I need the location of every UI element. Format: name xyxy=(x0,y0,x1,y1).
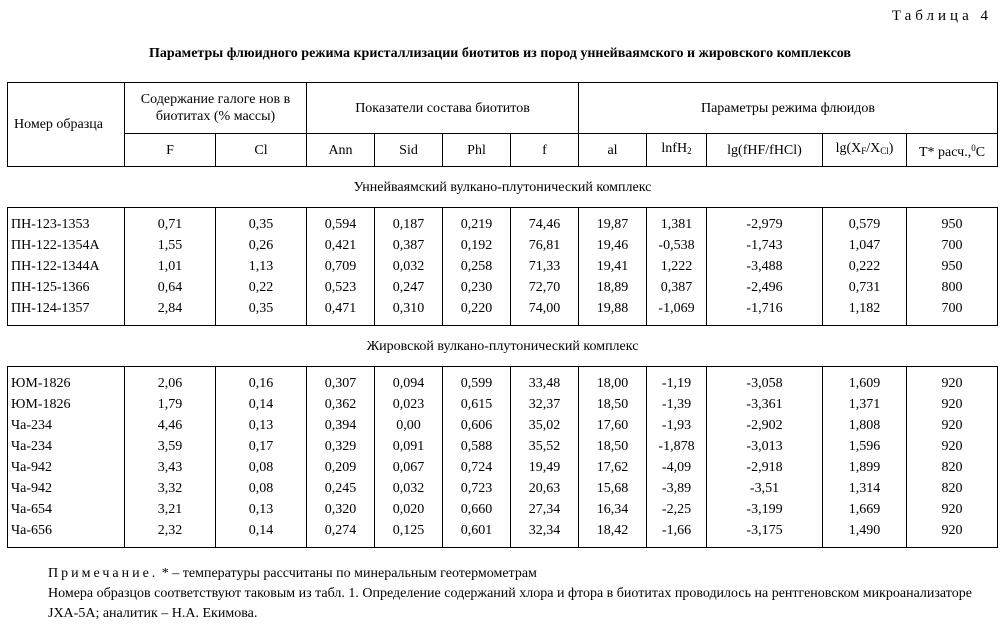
section-zhirov xyxy=(8,326,998,367)
value-cell: 1,381 xyxy=(647,208,707,236)
header-lg-xf-xcl: $\lg(X_F/X_{Cl})$ xyxy=(823,134,907,167)
value-cell: 1,182 xyxy=(823,298,907,326)
value-cell: -3,199 xyxy=(707,499,823,520)
value-cell: 2,84 xyxy=(125,298,216,326)
value-cell: 0,247 xyxy=(375,277,443,298)
value-cell: 0,64 xyxy=(125,277,216,298)
table-row xyxy=(8,235,998,256)
table-number: Таблица 4 xyxy=(891,8,992,24)
value-cell: 0,023 xyxy=(375,394,443,415)
value-cell: 0,22 xyxy=(216,277,307,298)
value-cell: 1,371 xyxy=(823,394,907,415)
value-cell: 0,13 xyxy=(216,499,307,520)
value-cell: 0,230 xyxy=(443,277,511,298)
value-cell: -3,89 xyxy=(647,478,707,499)
value-cell: 1,314 xyxy=(823,478,907,499)
value-cell: 0,71 xyxy=(125,208,216,236)
value-cell: 19,46 xyxy=(579,235,647,256)
value-cell: 32,37 xyxy=(511,394,579,415)
table-row xyxy=(8,394,998,415)
value-cell: 0,606 xyxy=(443,415,511,436)
value-cell: 0,310 xyxy=(375,298,443,326)
header-halogens: Содержание галоге нов в биотитах (% массы) xyxy=(125,83,307,134)
value-cell: 0,421 xyxy=(307,235,375,256)
table-row xyxy=(8,478,998,499)
value-cell: -3,058 xyxy=(707,367,823,395)
value-cell: 0,599 xyxy=(443,367,511,395)
sample-id-cell: ЮМ-1826 xyxy=(8,367,125,395)
value-cell: 0,274 xyxy=(307,520,375,548)
value-cell: 33,48 xyxy=(511,367,579,395)
biotite-fluid-table xyxy=(7,82,998,548)
section-title: Уннейваямский вулкано-плутонический комплекс xyxy=(8,167,998,208)
table-row xyxy=(8,520,998,548)
value-cell: 27,34 xyxy=(511,499,579,520)
value-cell: 700 xyxy=(907,235,998,256)
sample-id-cell: ЮМ-1826 xyxy=(8,394,125,415)
value-cell: 0,14 xyxy=(216,394,307,415)
value-cell: 0,091 xyxy=(375,436,443,457)
value-cell: 0,362 xyxy=(307,394,375,415)
value-cell: 2,06 xyxy=(125,367,216,395)
value-cell: 1,808 xyxy=(823,415,907,436)
value-cell: 18,50 xyxy=(579,394,647,415)
value-cell: 0,329 xyxy=(307,436,375,457)
value-cell: 1,01 xyxy=(125,256,216,277)
value-cell: 1,899 xyxy=(823,457,907,478)
value-cell: -2,979 xyxy=(707,208,823,236)
value-cell: 1,222 xyxy=(647,256,707,277)
note-footnote: Примечание. * – температуры рассчитаны по минеральным геотермометрам xyxy=(48,566,537,581)
value-cell: 74,46 xyxy=(511,208,579,236)
value-cell: -1,878 xyxy=(647,436,707,457)
value-cell: 1,596 xyxy=(823,436,907,457)
table-row xyxy=(8,256,998,277)
header-Cl: Cl xyxy=(216,134,307,167)
value-cell: 0,16 xyxy=(216,367,307,395)
value-cell: 17,60 xyxy=(579,415,647,436)
value-cell: 700 xyxy=(907,298,998,326)
value-cell: 18,50 xyxy=(579,436,647,457)
value-cell: 920 xyxy=(907,520,998,548)
value-cell: -1,66 xyxy=(647,520,707,548)
value-cell: -3,51 xyxy=(707,478,823,499)
value-cell: -3,488 xyxy=(707,256,823,277)
value-cell: -2,496 xyxy=(707,277,823,298)
value-cell: 0,731 xyxy=(823,277,907,298)
value-cell: 0,709 xyxy=(307,256,375,277)
sample-id-cell: Ча-654 xyxy=(8,499,125,520)
value-cell: 0,660 xyxy=(443,499,511,520)
value-cell: 0,35 xyxy=(216,208,307,236)
value-cell: 0,222 xyxy=(823,256,907,277)
sample-id-cell: ПН-122-1354А xyxy=(8,235,125,256)
value-cell: 0,588 xyxy=(443,436,511,457)
table-row xyxy=(8,367,998,395)
header-temperature: T* расч.,$^0$С xyxy=(907,134,998,167)
value-cell: -0,538 xyxy=(647,235,707,256)
value-cell: 920 xyxy=(907,367,998,395)
value-cell: 3,59 xyxy=(125,436,216,457)
value-cell: -1,743 xyxy=(707,235,823,256)
value-cell: 71,33 xyxy=(511,256,579,277)
value-cell: 1,13 xyxy=(216,256,307,277)
value-cell: 920 xyxy=(907,394,998,415)
header-sample: Номер образца xyxy=(8,83,125,167)
sample-id-cell: ПН-123-1353 xyxy=(8,208,125,236)
value-cell: 0,723 xyxy=(443,478,511,499)
table-row xyxy=(8,499,998,520)
value-cell: 76,81 xyxy=(511,235,579,256)
value-cell: 0,219 xyxy=(443,208,511,236)
value-cell: 19,41 xyxy=(579,256,647,277)
note-source: Номера образцов соответствуют таковым из табл. 1. Определение содержаний хлора и фтора в биотитах проводилось на рентгеновском микроанализаторе JXA-5A; аналитик – Н.А. Екимова. xyxy=(48,586,972,621)
value-cell: 800 xyxy=(907,277,998,298)
value-cell: 3,32 xyxy=(125,478,216,499)
value-cell: 16,34 xyxy=(579,499,647,520)
table-row xyxy=(8,277,998,298)
value-cell: 0,220 xyxy=(443,298,511,326)
value-cell: 950 xyxy=(907,208,998,236)
value-cell: -1,39 xyxy=(647,394,707,415)
table-row xyxy=(8,298,998,326)
value-cell: -2,25 xyxy=(647,499,707,520)
value-cell: 0,387 xyxy=(375,235,443,256)
value-cell: 35,52 xyxy=(511,436,579,457)
table-row xyxy=(8,208,998,236)
value-cell: 18,00 xyxy=(579,367,647,395)
header-fluid: Параметры режима флюидов xyxy=(579,83,998,134)
value-cell: 18,89 xyxy=(579,277,647,298)
value-cell: -4,09 xyxy=(647,457,707,478)
value-cell: 0,471 xyxy=(307,298,375,326)
header-al: al xyxy=(579,134,647,167)
value-cell: 0,615 xyxy=(443,394,511,415)
value-cell: -1,069 xyxy=(647,298,707,326)
header-f: f xyxy=(511,134,579,167)
value-cell: 0,00 xyxy=(375,415,443,436)
value-cell: 0,26 xyxy=(216,235,307,256)
table-row xyxy=(8,436,998,457)
value-cell: -3,361 xyxy=(707,394,823,415)
value-cell: 72,70 xyxy=(511,277,579,298)
sample-id-cell: Ча-942 xyxy=(8,478,125,499)
value-cell: 4,46 xyxy=(125,415,216,436)
header-Ann: Ann xyxy=(307,134,375,167)
value-cell: 0,08 xyxy=(216,478,307,499)
value-cell: 1,047 xyxy=(823,235,907,256)
value-cell: -3,013 xyxy=(707,436,823,457)
notes xyxy=(8,564,998,624)
value-cell: 32,34 xyxy=(511,520,579,548)
table-row xyxy=(8,415,998,436)
value-cell: 0,187 xyxy=(375,208,443,236)
value-cell: 17,62 xyxy=(579,457,647,478)
value-cell: 0,594 xyxy=(307,208,375,236)
header-composition: Показатели состава биотитов xyxy=(307,83,579,134)
value-cell: 3,43 xyxy=(125,457,216,478)
header-Phl: Phl xyxy=(443,134,511,167)
value-cell: 0,192 xyxy=(443,235,511,256)
value-cell: -1,93 xyxy=(647,415,707,436)
value-cell: 18,42 xyxy=(579,520,647,548)
value-cell: 1,79 xyxy=(125,394,216,415)
sample-id-cell: Ча-234 xyxy=(8,415,125,436)
value-cell: 0,35 xyxy=(216,298,307,326)
value-cell: 0,320 xyxy=(307,499,375,520)
sample-id-cell: Ча-234 xyxy=(8,436,125,457)
header-Sid: Sid xyxy=(375,134,443,167)
value-cell: 920 xyxy=(907,415,998,436)
value-cell: 20,63 xyxy=(511,478,579,499)
section-unneivayam-rows xyxy=(8,208,998,326)
value-cell: 0,387 xyxy=(647,277,707,298)
value-cell: -2,918 xyxy=(707,457,823,478)
value-cell: 820 xyxy=(907,478,998,499)
value-cell: 0,14 xyxy=(216,520,307,548)
value-cell: 950 xyxy=(907,256,998,277)
sample-id-cell: Ча-942 xyxy=(8,457,125,478)
value-cell: 1,55 xyxy=(125,235,216,256)
value-cell: -3,175 xyxy=(707,520,823,548)
value-cell: 0,245 xyxy=(307,478,375,499)
value-cell: 920 xyxy=(907,436,998,457)
value-cell: 1,669 xyxy=(823,499,907,520)
value-cell: 0,307 xyxy=(307,367,375,395)
value-cell: 0,125 xyxy=(375,520,443,548)
value-cell: -1,19 xyxy=(647,367,707,395)
value-cell: -1,716 xyxy=(707,298,823,326)
value-cell: 19,87 xyxy=(579,208,647,236)
value-cell: 0,258 xyxy=(443,256,511,277)
header-lg-hf-hcl: lg(fHF/fHCl) xyxy=(707,134,823,167)
value-cell: 0,579 xyxy=(823,208,907,236)
value-cell: 74,00 xyxy=(511,298,579,326)
value-cell: 0,601 xyxy=(443,520,511,548)
value-cell: 35,02 xyxy=(511,415,579,436)
value-cell: 0,094 xyxy=(375,367,443,395)
sample-id-cell: ПН-125-1366 xyxy=(8,277,125,298)
sample-id-cell: ПН-122-1344А xyxy=(8,256,125,277)
sample-id-cell: ПН-124-1357 xyxy=(8,298,125,326)
table-row xyxy=(8,457,998,478)
value-cell: 1,490 xyxy=(823,520,907,548)
value-cell: 0,032 xyxy=(375,478,443,499)
value-cell: 0,394 xyxy=(307,415,375,436)
value-cell: 0,13 xyxy=(216,415,307,436)
value-cell: 2,32 xyxy=(125,520,216,548)
value-cell: 0,724 xyxy=(443,457,511,478)
value-cell: 0,17 xyxy=(216,436,307,457)
value-cell: 15,68 xyxy=(579,478,647,499)
sample-id-cell: Ча-656 xyxy=(8,520,125,548)
value-cell: 0,209 xyxy=(307,457,375,478)
header-F: F xyxy=(125,134,216,167)
value-cell: 3,21 xyxy=(125,499,216,520)
value-cell: 0,032 xyxy=(375,256,443,277)
value-cell: 0,067 xyxy=(375,457,443,478)
table-title: Параметры флюидного режима кристаллизации биотитов из пород уннейваямского и жировского комплексов xyxy=(149,46,851,61)
section-unneivayam xyxy=(8,167,998,208)
section-title: Жировской вулкано-плутонический комплекс xyxy=(8,326,998,367)
value-cell: 0,523 xyxy=(307,277,375,298)
value-cell: 0,020 xyxy=(375,499,443,520)
value-cell: 820 xyxy=(907,457,998,478)
value-cell: -2,902 xyxy=(707,415,823,436)
value-cell: 920 xyxy=(907,499,998,520)
section-zhirov-rows xyxy=(8,367,998,548)
value-cell: 19,49 xyxy=(511,457,579,478)
value-cell: 1,609 xyxy=(823,367,907,395)
value-cell: 19,88 xyxy=(579,298,647,326)
value-cell: 0,08 xyxy=(216,457,307,478)
header-lnfH2: lnfH$_2$ xyxy=(647,134,707,167)
